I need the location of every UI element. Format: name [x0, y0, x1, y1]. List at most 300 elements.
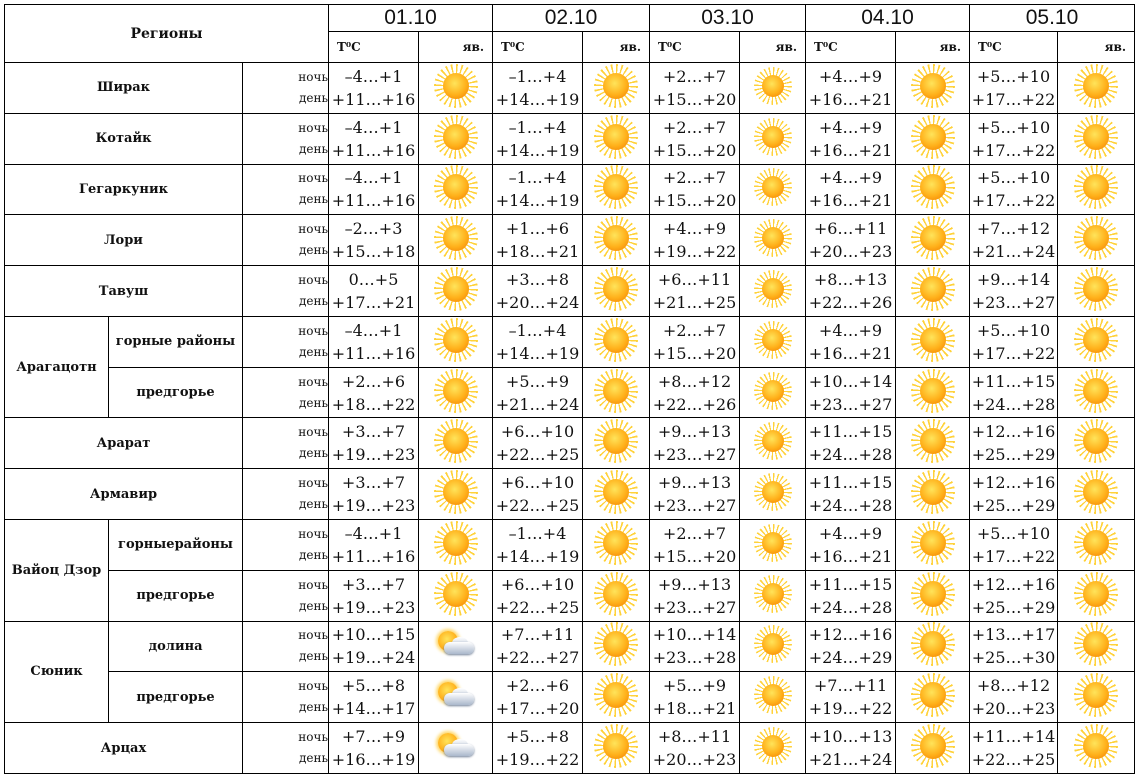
day-temp: +11…+16 — [331, 546, 416, 566]
phenomena-cell — [740, 621, 806, 672]
temperature-cell — [970, 316, 1058, 367]
sun-icon — [594, 622, 638, 666]
temperature-cell — [493, 63, 583, 114]
phenomena-cell — [740, 113, 806, 164]
sun-icon — [1074, 521, 1118, 565]
day-temp: +21…+24 — [971, 242, 1056, 262]
night-temp: –1…+4 — [508, 117, 567, 137]
temperature-cell — [493, 418, 583, 469]
day-temp: +17…+22 — [971, 89, 1056, 109]
sun-icon — [434, 521, 478, 565]
temperature-cell — [329, 672, 419, 723]
sun-icon — [911, 622, 955, 666]
temperature-cell — [650, 621, 740, 672]
day-temp: +15…+18 — [331, 242, 416, 262]
temperature-cell — [493, 570, 583, 621]
phenomena-cell — [419, 215, 493, 266]
night-temp: +6…+10 — [500, 574, 575, 594]
day-temp: +19…+23 — [331, 445, 416, 465]
night-label: ночь — [298, 679, 328, 694]
night-temp: +5…+10 — [976, 66, 1051, 86]
temperature-cell — [806, 367, 896, 418]
sun-icon — [594, 115, 638, 159]
sun-icon — [911, 572, 955, 616]
day-temp: +23…+27 — [808, 394, 893, 414]
day-label: день — [298, 649, 328, 664]
phenomena-column-header: яв. — [740, 32, 806, 63]
day-temp: +14…+19 — [495, 343, 580, 363]
day-temp: +25…+29 — [971, 496, 1056, 516]
temperature-cell — [329, 113, 419, 164]
day-temp: +11…+16 — [331, 191, 416, 211]
region-name: Арцах — [5, 723, 243, 774]
temp-column-header: T⁰C — [970, 32, 1058, 63]
forecast-row — [5, 672, 1135, 723]
phenomena-cell — [583, 723, 650, 774]
region-name: Гегаркуник — [5, 164, 243, 215]
temperature-cell — [650, 469, 740, 520]
night-temp: –1…+4 — [508, 66, 567, 86]
day-label: день — [298, 192, 328, 207]
time-of-day-labels — [243, 63, 329, 114]
phenomena-cell — [583, 215, 650, 266]
region-name: Арарат — [5, 418, 243, 469]
day-temp: +17…+22 — [971, 191, 1056, 211]
sun-icon — [434, 572, 478, 616]
sun-icon — [594, 318, 638, 362]
night-temp: +5…+10 — [976, 168, 1051, 188]
temperature-cell — [493, 469, 583, 520]
phenomena-cell — [740, 63, 806, 114]
phenomena-cell — [1058, 266, 1135, 317]
temperature-cell — [493, 266, 583, 317]
sun-icon — [594, 419, 638, 463]
phenomena-cell — [419, 316, 493, 367]
night-temp: +9…+13 — [657, 422, 732, 442]
phenomena-cell — [896, 621, 970, 672]
region-name: Сюник — [5, 621, 109, 723]
temperature-cell — [970, 570, 1058, 621]
day-temp: +21…+25 — [652, 293, 737, 313]
sun-icon — [754, 422, 792, 460]
day-temp: +19…+22 — [495, 750, 580, 770]
phenomena-cell — [419, 469, 493, 520]
sun-icon — [594, 216, 638, 260]
phenomena-cell — [419, 63, 493, 114]
night-temp: +11…+15 — [808, 422, 893, 442]
phenomena-cell — [740, 215, 806, 266]
sun-icon — [1074, 470, 1118, 514]
sun-icon — [754, 372, 792, 410]
phenomena-column-header: яв. — [419, 32, 493, 63]
sun-icon — [911, 64, 955, 108]
phenomena-cell — [896, 215, 970, 266]
time-of-day-labels — [243, 316, 329, 367]
night-temp: +8…+12 — [657, 371, 732, 391]
temperature-cell — [650, 570, 740, 621]
phenomena-cell — [1058, 418, 1135, 469]
sun-icon — [594, 724, 638, 768]
temperature-cell — [806, 266, 896, 317]
forecast-row — [5, 113, 1135, 164]
night-temp: +10…+13 — [808, 727, 893, 747]
night-temp: +11…+14 — [971, 727, 1056, 747]
day-label: день — [298, 497, 328, 512]
temperature-cell — [806, 469, 896, 520]
sun-icon — [434, 216, 478, 260]
day-temp: +11…+16 — [331, 343, 416, 363]
temperature-cell — [970, 469, 1058, 520]
day-temp: +19…+23 — [331, 597, 416, 617]
sun-icon — [911, 216, 955, 260]
day-temp: +14…+19 — [495, 546, 580, 566]
day-temp: +25…+30 — [971, 648, 1056, 668]
night-label: ночь — [298, 425, 328, 440]
temperature-cell — [806, 723, 896, 774]
region-name: Тавуш — [5, 266, 243, 317]
temp-column-header: T⁰C — [329, 32, 419, 63]
day-temp: +16…+21 — [808, 89, 893, 109]
phenomena-cell — [583, 469, 650, 520]
sun-icon — [1074, 572, 1118, 616]
night-label: ночь — [298, 69, 328, 84]
phenomena-cell — [419, 570, 493, 621]
night-label: ночь — [298, 730, 328, 745]
night-temp: +5…+9 — [505, 371, 570, 391]
phenomena-cell — [1058, 63, 1135, 114]
phenomena-cell — [1058, 723, 1135, 774]
day-temp: +16…+21 — [808, 191, 893, 211]
day-temp: +17…+20 — [495, 699, 580, 719]
sun-icon — [594, 165, 638, 209]
sun-icon — [1074, 724, 1118, 768]
phenomena-cell — [419, 723, 493, 774]
night-temp: +9…+13 — [657, 473, 732, 493]
forecast-row — [5, 520, 1135, 571]
day-temp: +17…+22 — [971, 546, 1056, 566]
day-temp: +22…+25 — [495, 597, 580, 617]
night-temp: +4…+9 — [818, 66, 883, 86]
sun-icon — [1074, 369, 1118, 413]
phenomena-cell — [740, 469, 806, 520]
night-temp: +7…+9 — [341, 727, 406, 747]
time-of-day-labels — [243, 113, 329, 164]
phenomena-cell — [896, 418, 970, 469]
partly-cloudy-icon — [434, 731, 478, 761]
day-temp: +16…+21 — [808, 140, 893, 160]
sun-icon — [1074, 673, 1118, 717]
day-temp: +18…+22 — [331, 394, 416, 414]
temperature-cell — [493, 367, 583, 418]
night-temp: +5…+9 — [662, 676, 727, 696]
day-label: день — [298, 90, 328, 105]
temperature-cell — [806, 570, 896, 621]
phenomena-cell — [419, 672, 493, 723]
night-temp: +3…+7 — [341, 574, 406, 594]
night-temp: –4…+1 — [344, 66, 403, 86]
day-temp: +20…+24 — [495, 293, 580, 313]
time-of-day-labels — [243, 418, 329, 469]
day-temp: +19…+22 — [652, 242, 737, 262]
phenomena-cell — [1058, 113, 1135, 164]
temperature-cell — [329, 520, 419, 571]
night-temp: +4…+9 — [662, 219, 727, 239]
region-name: Котайк — [5, 113, 243, 164]
phenomena-cell — [583, 570, 650, 621]
temperature-cell — [493, 215, 583, 266]
temperature-cell — [970, 367, 1058, 418]
temperature-cell — [650, 367, 740, 418]
sun-icon — [754, 625, 792, 663]
sun-icon — [911, 318, 955, 362]
sun-icon — [754, 473, 792, 511]
phenomena-cell — [896, 570, 970, 621]
temp-column-header: T⁰C — [493, 32, 583, 63]
night-temp: –4…+1 — [344, 320, 403, 340]
phenomena-cell — [419, 367, 493, 418]
night-label: ночь — [298, 476, 328, 491]
temperature-cell — [806, 63, 896, 114]
night-temp: +11…+15 — [971, 371, 1056, 391]
day-temp: +21…+24 — [495, 394, 580, 414]
night-temp: –4…+1 — [344, 523, 403, 543]
temperature-cell — [806, 164, 896, 215]
phenomena-cell — [1058, 672, 1135, 723]
temperature-cell — [329, 723, 419, 774]
day-temp: +17…+22 — [971, 343, 1056, 363]
day-temp: +19…+24 — [331, 648, 416, 668]
day-temp: +20…+23 — [808, 242, 893, 262]
night-temp: +8…+13 — [813, 270, 888, 290]
subregion-name: предгорье — [109, 367, 243, 418]
night-temp: +7…+11 — [813, 676, 888, 696]
forecast-row — [5, 316, 1135, 367]
partly-cloudy-icon — [434, 629, 478, 659]
day-temp: +16…+19 — [331, 750, 416, 770]
night-temp: +2…+7 — [662, 523, 727, 543]
phenomena-cell — [1058, 164, 1135, 215]
day-temp: +24…+28 — [808, 445, 893, 465]
temperature-cell — [493, 164, 583, 215]
night-temp: +2…+7 — [662, 168, 727, 188]
night-temp: –4…+1 — [344, 168, 403, 188]
temperature-cell — [329, 316, 419, 367]
day-temp: +11…+16 — [331, 89, 416, 109]
time-of-day-labels — [243, 520, 329, 571]
phenomena-cell — [740, 570, 806, 621]
temperature-cell — [970, 418, 1058, 469]
temperature-cell — [329, 469, 419, 520]
phenomena-cell — [1058, 621, 1135, 672]
night-temp: +5…+8 — [341, 676, 406, 696]
phenomena-cell — [419, 418, 493, 469]
sun-icon — [594, 470, 638, 514]
night-temp: +5…+8 — [505, 727, 570, 747]
phenomena-cell — [583, 672, 650, 723]
day-temp: +23…+27 — [971, 293, 1056, 313]
day-label: день — [298, 344, 328, 359]
phenomena-cell — [1058, 367, 1135, 418]
day-temp: +15…+20 — [652, 343, 737, 363]
temperature-cell — [806, 672, 896, 723]
night-temp: +12…+16 — [971, 473, 1056, 493]
region-name: Лори — [5, 215, 243, 266]
sun-icon — [1074, 216, 1118, 260]
phenomena-cell — [740, 316, 806, 367]
subregion-name: предгорье — [109, 570, 243, 621]
day-temp: +22…+25 — [495, 445, 580, 465]
phenomena-cell — [740, 723, 806, 774]
night-temp: –2…+3 — [344, 219, 403, 239]
sun-icon — [594, 64, 638, 108]
night-temp: +12…+16 — [808, 625, 893, 645]
temperature-cell — [970, 215, 1058, 266]
phenomena-cell — [419, 621, 493, 672]
phenomena-cell — [740, 520, 806, 571]
phenomena-cell — [419, 520, 493, 571]
phenomena-column-header: яв. — [583, 32, 650, 63]
forecast-row — [5, 164, 1135, 215]
time-of-day-labels — [243, 164, 329, 215]
date-header: 04.10 — [806, 5, 970, 32]
temperature-cell — [650, 316, 740, 367]
forecast-row — [5, 723, 1135, 774]
night-temp: –1…+4 — [508, 523, 567, 543]
night-temp: +8…+12 — [976, 676, 1051, 696]
phenomena-cell — [583, 63, 650, 114]
sun-icon — [754, 67, 792, 105]
night-temp: +6…+11 — [657, 270, 732, 290]
phenomena-cell — [583, 621, 650, 672]
day-temp: +23…+27 — [652, 597, 737, 617]
temperature-cell — [329, 215, 419, 266]
phenomena-cell — [740, 672, 806, 723]
day-temp: +16…+21 — [808, 343, 893, 363]
region-name: Вайоц Дзор — [5, 520, 109, 622]
phenomena-cell — [1058, 570, 1135, 621]
phenomena-cell — [896, 164, 970, 215]
sun-icon — [434, 115, 478, 159]
sun-icon — [754, 270, 792, 308]
temperature-cell — [970, 520, 1058, 571]
temperature-cell — [970, 164, 1058, 215]
sun-icon — [594, 673, 638, 717]
temperature-cell — [970, 266, 1058, 317]
sun-icon — [434, 318, 478, 362]
sun-icon — [434, 470, 478, 514]
day-temp: +16…+21 — [808, 546, 893, 566]
temperature-cell — [650, 215, 740, 266]
day-label: день — [298, 547, 328, 562]
time-of-day-labels — [243, 266, 329, 317]
night-label: ночь — [298, 222, 328, 237]
day-temp: +24…+28 — [971, 394, 1056, 414]
temperature-cell — [493, 520, 583, 571]
sun-icon — [594, 521, 638, 565]
day-temp: +17…+21 — [331, 293, 416, 313]
date-header: 01.10 — [329, 5, 493, 32]
night-temp: +3…+8 — [505, 270, 570, 290]
sun-icon — [434, 369, 478, 413]
time-of-day-labels — [243, 723, 329, 774]
sun-icon — [594, 267, 638, 311]
night-temp: +2…+6 — [341, 371, 406, 391]
day-label: день — [298, 598, 328, 613]
day-label: день — [298, 395, 328, 410]
phenomena-cell — [896, 723, 970, 774]
night-temp: +8…+11 — [657, 727, 732, 747]
temperature-cell — [650, 113, 740, 164]
night-temp: +4…+9 — [818, 320, 883, 340]
temperature-cell — [970, 723, 1058, 774]
forecast-row — [5, 367, 1135, 418]
night-label: ночь — [298, 577, 328, 592]
day-temp: +22…+26 — [652, 394, 737, 414]
phenomena-cell — [419, 164, 493, 215]
sun-icon — [754, 524, 792, 562]
phenomena-cell — [583, 367, 650, 418]
time-of-day-labels — [243, 621, 329, 672]
sun-icon — [434, 267, 478, 311]
phenomena-cell — [1058, 215, 1135, 266]
night-temp: +1…+6 — [505, 219, 570, 239]
sun-icon — [911, 115, 955, 159]
day-label: день — [298, 446, 328, 461]
day-temp: +24…+28 — [808, 597, 893, 617]
day-temp: +21…+24 — [808, 750, 893, 770]
sun-icon — [754, 321, 792, 359]
day-temp: +24…+28 — [808, 496, 893, 516]
time-of-day-labels — [243, 672, 329, 723]
day-label: день — [298, 700, 328, 715]
temperature-cell — [650, 520, 740, 571]
temperature-cell — [329, 570, 419, 621]
sun-icon — [1074, 267, 1118, 311]
temperature-cell — [806, 316, 896, 367]
forecast-row — [5, 63, 1135, 114]
night-label: ночь — [298, 120, 328, 135]
phenomena-cell — [419, 113, 493, 164]
night-temp: +5…+10 — [976, 117, 1051, 137]
day-temp: +25…+29 — [971, 445, 1056, 465]
day-temp: +15…+20 — [652, 89, 737, 109]
day-temp: +19…+22 — [808, 699, 893, 719]
temperature-cell — [329, 164, 419, 215]
temperature-cell — [970, 113, 1058, 164]
temperature-cell — [329, 418, 419, 469]
sun-icon — [911, 521, 955, 565]
day-temp: +14…+19 — [495, 140, 580, 160]
sun-icon — [434, 165, 478, 209]
night-temp: +7…+12 — [976, 219, 1051, 239]
sun-icon — [754, 168, 792, 206]
forecast-row — [5, 621, 1135, 672]
night-label: ночь — [298, 526, 328, 541]
sun-icon — [1074, 115, 1118, 159]
night-label: ночь — [298, 374, 328, 389]
day-temp: +22…+27 — [495, 648, 580, 668]
time-of-day-labels — [243, 570, 329, 621]
temperature-cell — [650, 164, 740, 215]
temperature-cell — [329, 621, 419, 672]
night-temp: –4…+1 — [344, 117, 403, 137]
temp-column-header: T⁰C — [806, 32, 896, 63]
subregion-name: долина — [109, 621, 243, 672]
temperature-cell — [493, 723, 583, 774]
night-label: ночь — [298, 323, 328, 338]
phenomena-cell — [896, 316, 970, 367]
temperature-cell — [650, 723, 740, 774]
